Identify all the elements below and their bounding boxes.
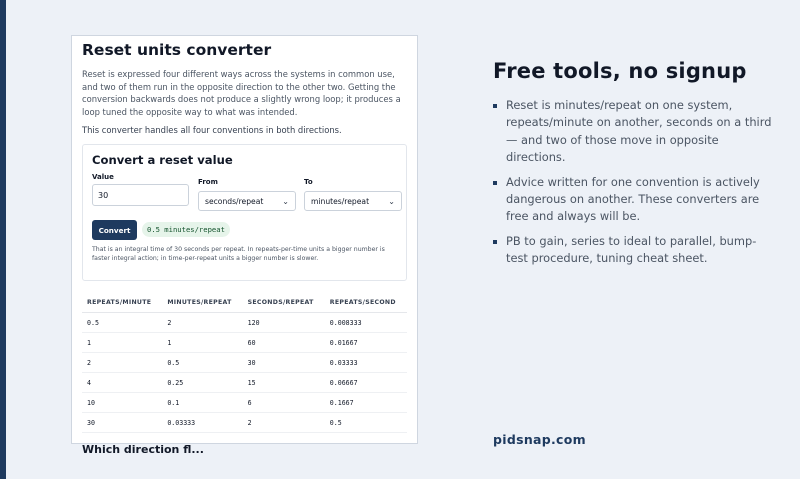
- table-cell: 2: [162, 313, 242, 333]
- intro-paragraph: Reset is expressed four different ways across the systems in common use, and two of them run in the opposite direction to the other two. Getting the conversion backwards does not produce a slightly wrong loop; it produces a loop tuned the opposite way to what was intended.: [82, 69, 401, 117]
- list-item: [493, 174, 773, 226]
- table-cell: 0.5: [162, 353, 242, 373]
- promo-panel: [493, 59, 773, 275]
- table-row: [82, 413, 407, 433]
- table-cell: 30: [243, 353, 325, 373]
- to-select[interactable]: [304, 191, 402, 211]
- converter-form: [82, 144, 407, 281]
- table-cell: 2: [82, 353, 162, 373]
- promo-heading: Free tools, no signup: [493, 59, 747, 83]
- result-explanation: That is an integral time of 30 seconds per repeat. In repeats-per-time units a bigger number is faster integral action; in time-per-repeat units a bigger number is slower.: [92, 246, 385, 262]
- square-bullet-icon: [493, 240, 497, 244]
- table-cell: 0.25: [162, 373, 242, 393]
- list-item: [493, 233, 773, 268]
- result-badge: 0.5 minutes/repeat: [142, 222, 230, 237]
- column-header: MINUTES/REPEAT: [162, 291, 242, 313]
- brand-link[interactable]: pidsnap.com: [493, 432, 586, 447]
- converter-heading: Convert a reset value: [92, 153, 233, 167]
- left-accent-bar: [0, 0, 6, 479]
- square-bullet-icon: [493, 104, 497, 108]
- value-label: Value: [92, 173, 114, 181]
- table-row: [82, 373, 407, 393]
- next-section-heading: Which direction fl...: [82, 443, 204, 456]
- list-item: [493, 97, 773, 167]
- table-row: [82, 393, 407, 413]
- table-cell: 120: [243, 313, 325, 333]
- table-header-row: [82, 291, 407, 313]
- table-row: [82, 333, 407, 353]
- table-cell: 1: [82, 333, 162, 353]
- bullet-text: Reset is minutes/repeat on one system, repeats/minute on another, seconds on a third — and two of those move in opposite directions.: [506, 98, 772, 165]
- table-cell: 60: [243, 333, 325, 353]
- table-cell: 0.03333: [162, 413, 242, 433]
- table-cell: 0.1667: [325, 393, 407, 413]
- page-title: Reset units converter: [82, 41, 272, 59]
- table-cell: 0.008333: [325, 313, 407, 333]
- column-header: SECONDS/REPEAT: [243, 291, 325, 313]
- table-cell: 0.1: [162, 393, 242, 413]
- chevron-down-icon: ⌄: [282, 196, 289, 206]
- from-select[interactable]: [198, 191, 296, 211]
- to-select-value: minutes/repeat: [311, 196, 370, 206]
- table-cell: 0.06667: [325, 373, 407, 393]
- convert-button[interactable]: Convert: [92, 220, 137, 240]
- table-cell: 30: [82, 413, 162, 433]
- table-cell: 0.5: [325, 413, 407, 433]
- column-header: REPEATS/MINUTE: [82, 291, 162, 313]
- table-cell: 2: [243, 413, 325, 433]
- to-label: To: [304, 178, 313, 186]
- table-cell: 1: [162, 333, 242, 353]
- table-row: [82, 353, 407, 373]
- promo-bullet-list: [493, 97, 773, 268]
- square-bullet-icon: [493, 181, 497, 185]
- chevron-down-icon: ⌄: [388, 196, 395, 206]
- table-row: [82, 313, 407, 333]
- value-input[interactable]: [92, 184, 189, 206]
- from-select-value: seconds/repeat: [205, 196, 264, 206]
- table-cell: 6: [243, 393, 325, 413]
- bullet-text: PB to gain, series to ideal to parallel, bump-test procedure, tuning cheat sheet.: [506, 233, 757, 266]
- table-cell: 4: [82, 373, 162, 393]
- converter-screenshot-card: [71, 35, 418, 456]
- table-cell: 15: [243, 373, 325, 393]
- bullet-text: Advice written for one convention is actively dangerous on another. These converters are free and always will be.: [506, 174, 760, 224]
- table-cell: 0.01667: [325, 333, 407, 353]
- column-header: REPEATS/SECOND: [325, 291, 407, 313]
- table-cell: 0.03333: [325, 353, 407, 373]
- intro-paragraph-2: This converter handles all four conventions in both directions.: [82, 125, 342, 135]
- table-cell: 0.5: [82, 313, 162, 333]
- conversion-table: [82, 291, 407, 433]
- from-label: From: [198, 178, 218, 186]
- table-cell: 10: [82, 393, 162, 413]
